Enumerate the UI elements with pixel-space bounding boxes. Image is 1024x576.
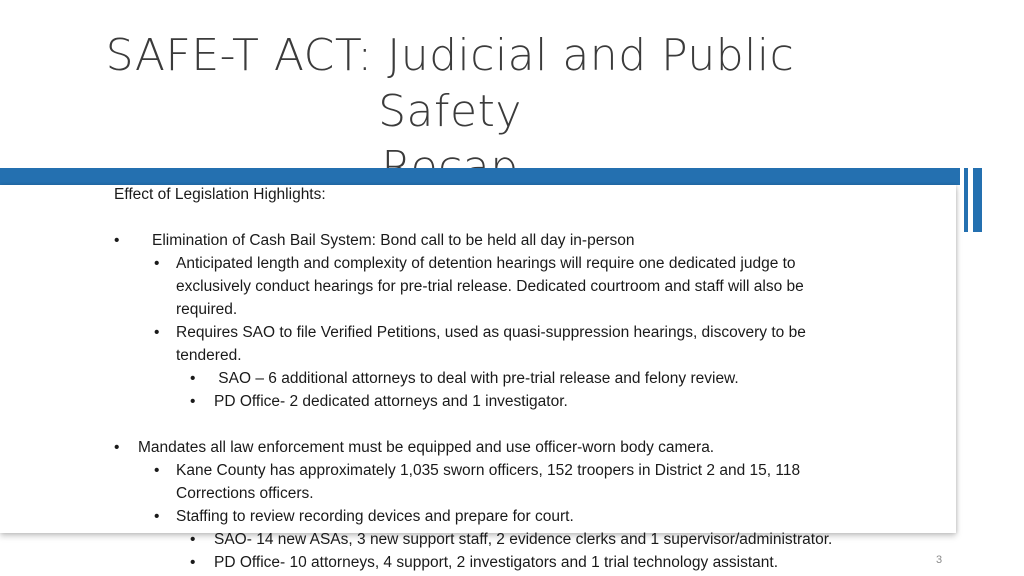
section-1-subitem-1: [114, 252, 994, 321]
sub-subitem: [114, 390, 994, 413]
bullet-icon: •: [190, 370, 196, 387]
content-body: [114, 183, 994, 574]
bullet-icon: •: [190, 531, 196, 548]
section-2-subitem-1: [114, 459, 994, 505]
section-1-subitem-2: [114, 321, 994, 413]
sub-subitem: [114, 367, 994, 390]
section-2-subitem-2: [114, 505, 994, 574]
subitem-line: tendered.: [176, 347, 242, 364]
subitem-line: Kane County has approximately 1,035 sworn officers, 152 troopers in District 2 and 15, 118: [176, 462, 801, 479]
section-2-item: [114, 436, 994, 459]
highlights-heading: Effect of Legislation Highlights:: [114, 186, 326, 203]
sub-subitem-text: PD Office- 10 attorneys, 4 support, 2 investigators and 1 trial technology assistant.: [214, 554, 779, 571]
bullet-icon: •: [154, 324, 160, 341]
bullet-icon: •: [154, 508, 160, 525]
subitem-line: Staffing to review recording devices and prepare for court.: [176, 508, 574, 525]
section-1-item: [114, 229, 994, 252]
page-number: 3: [936, 554, 943, 566]
subitem-line: required.: [176, 301, 238, 318]
subitem-line: Corrections officers.: [176, 485, 314, 502]
sub-subitem: [114, 528, 994, 551]
title-line-1: SAFE-T ACT: Judicial and Public Safety: [105, 30, 795, 137]
sub-subitem-text: SAO- 14 new ASAs, 3 new support staff, 2 evidence clerks and 1 supervisor/administrator.: [214, 531, 833, 548]
subitem-line: Requires SAO to file Verified Petitions, used as quasi-suppression hearings, discovery to be: [176, 324, 806, 341]
bullet-icon: •: [114, 232, 120, 249]
bullet-icon: •: [190, 554, 196, 571]
section-1-text: Elimination of Cash Bail System: Bond call to be held all day in-person: [152, 232, 635, 249]
bullet-icon: •: [154, 462, 160, 479]
bullet-icon: •: [190, 393, 196, 410]
bullet-icon: •: [114, 439, 120, 456]
section-2-text: Mandates all law enforcement must be equipped and use officer-worn body camera.: [138, 439, 715, 456]
bullet-icon: •: [154, 255, 160, 272]
sub-subitem-text: PD Office- 2 dedicated attorneys and 1 investigator.: [214, 393, 568, 410]
sub-subitem: [114, 551, 994, 574]
subitem-line: Anticipated length and complexity of detention hearings will require one dedicated judge to: [176, 255, 796, 272]
sub-subitem-text: SAO – 6 additional attorneys to deal with pre-trial release and felony review.: [214, 370, 739, 387]
subitem-line: exclusively conduct hearings for pre-trial release. Dedicated courtroom and staff will also be: [176, 278, 804, 295]
